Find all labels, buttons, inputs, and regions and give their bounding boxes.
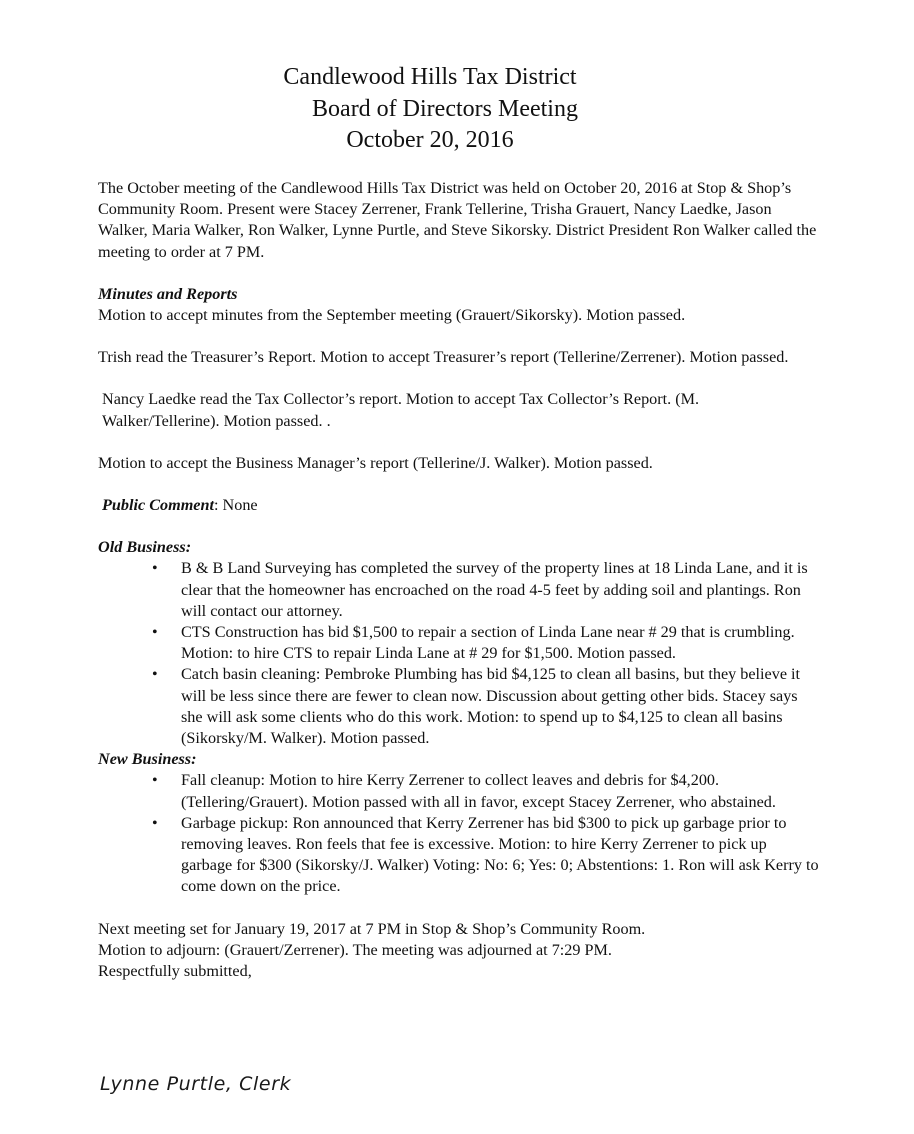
document-title <box>0 62 860 157</box>
title-organization: Candlewood Hills Tax District <box>283 64 577 90</box>
list-item-text: B & B Land Surveying has completed the survey of the property lines at 18 Linda Lane, and it is clear that the homeowner has encroached on the road 4-5 feet by adding soil and plantings. Ron will contact our attorney. <box>181 559 808 620</box>
old-business-heading: Old Business: <box>98 538 192 557</box>
list-item-text: Catch basin cleaning: Pembroke Plumbing has bid $4,125 to clean all basins, but they believe it will be less since there are fewer to clean now. Discussion about getting other bids. Stacey says she will ask some clients who do this work. Motion: to spend up to $4,125 to clean all basins (Sikorsky/M. Walker). Motion passed. <box>181 665 801 748</box>
treasurer-report-paragraph: Trish read the Treasurer’s Report. Motion to accept Treasurer’s report (Tellerine/Zerrener). Motion passed. <box>98 348 789 367</box>
bullet-icon: • <box>152 666 158 684</box>
public-comment-paragraph <box>98 495 818 516</box>
intro-paragraph: The October meeting of the Candlewood Hills Tax District was held on October 20, 2016 at Stop & Shop’s Community Room. Present were Stacey Zerrener, Frank Tellerine, Trisha Grauert, Nancy Laedke, Jason Walker, Maria Walker, Ron Walker, Lynne Purtle, and Steve Sikorsky. District President Ron Walker called the meeting to order at 7 PM. <box>98 179 817 261</box>
next-meeting-line: Next meeting set for January 19, 2017 at 7 PM in Stop & Shop’s Community Room. <box>98 919 646 938</box>
bullet-icon: • <box>152 814 158 832</box>
minutes-body <box>98 178 818 982</box>
old-business-list <box>98 558 818 749</box>
minutes-reports-heading: Minutes and Reports <box>98 284 238 303</box>
adjourn-line: Motion to adjourn: (Grauert/Zerrener). The meeting was adjourned at 7:29 PM. <box>98 940 612 959</box>
list-item <box>98 770 821 812</box>
new-business-heading: New Business: <box>98 750 197 769</box>
minutes-motion: Motion to accept minutes from the September meeting (Grauert/Sikorsky). Motion passed. <box>98 306 686 325</box>
tax-collector-paragraph: Nancy Laedke read the Tax Collector’s report. Motion to accept Tax Collector’s Report. (M. Walker/Tellerine). Motion passed. . <box>102 390 700 430</box>
business-manager-paragraph: Motion to accept the Business Manager’s report (Tellerine/J. Walker). Motion passed. <box>98 453 653 472</box>
new-business-list <box>98 770 818 897</box>
title-date: October 20, 2016 <box>346 127 514 153</box>
title-meeting: Board of Directors Meeting <box>312 95 578 122</box>
clerk-signature: Lynne Purtle, Clerk <box>100 1073 292 1095</box>
list-item <box>98 813 821 898</box>
list-item-text: CTS Construction has bid $1,500 to repair a section of Linda Lane near # 29 that is crumbling. Motion: to hire CTS to repair Linda Lane at # 29 for $1,500. Motion passed. <box>181 623 795 663</box>
list-item <box>98 558 821 622</box>
public-comment-heading: Public Comment <box>102 496 214 515</box>
list-item <box>98 664 821 749</box>
submitted-line: Respectfully submitted, <box>98 962 252 981</box>
list-item <box>98 622 821 664</box>
list-item-text: Garbage pickup: Ron announced that Kerry Zerrener has bid $300 to pick up garbage prior to removing leaves. Ron feels that fee is excessive. Motion: to hire Kerry Zerrener to pick up garbage for $300 (Sikorsky/J. Walker) Voting: No: 6; Yes: 0; Abstentions: 1. Ron will ask Kerry to come down on the price. <box>181 813 819 896</box>
public-comment-text: : None <box>213 496 258 515</box>
bullet-icon: • <box>152 772 158 790</box>
bullet-icon: • <box>152 624 158 642</box>
list-item-text: Fall cleanup: Motion to hire Kerry Zerrener to collect leaves and debris for $4,200. (Tellering/Grauert). Motion passed with all in favor, except Stacey Zerrener, who abstained. <box>181 771 776 811</box>
bullet-icon: • <box>152 560 158 578</box>
